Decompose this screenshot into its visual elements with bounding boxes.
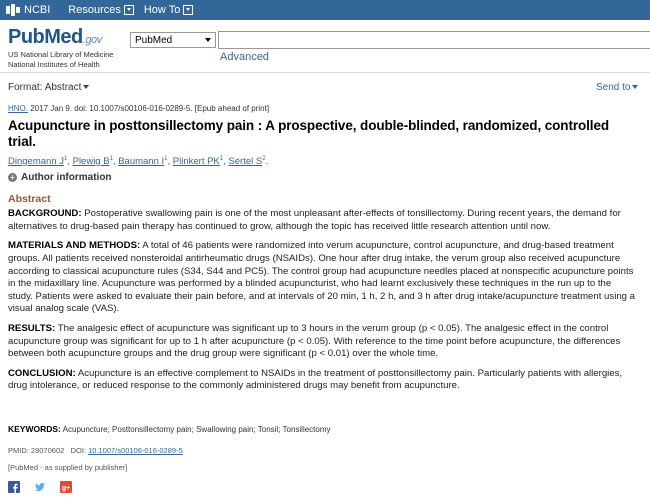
- search-input[interactable]: [218, 31, 650, 49]
- keywords-label: KEYWORDS:: [8, 424, 61, 434]
- social-share-bar: [8, 481, 86, 493]
- section-text: Acupuncture is an effective complement to NSAIDs in the treatment of posttonsillectomy pain. Particularly patients with allergies, drug intolerance, or reduced response to the commonly administered drugs may benefit from acupuncture.: [8, 367, 623, 392]
- pubmed-logo-text: [8, 26, 113, 49]
- pmid: PMID: 28070602: [8, 446, 65, 455]
- pubmed-logo[interactable]: [8, 26, 113, 69]
- abstract-background: [8, 208, 638, 233]
- how-to-menu[interactable]: [144, 4, 193, 16]
- facebook-icon[interactable]: [8, 481, 20, 493]
- nlm-line-1: US National Library of Medicine: [8, 50, 114, 59]
- author-link[interactable]: Plinkert PK: [172, 156, 220, 168]
- pubmed-source-status: [PubMed - as supplied by publisher]: [8, 463, 128, 472]
- format-control[interactable]: [8, 82, 89, 93]
- send-to-button[interactable]: [596, 82, 638, 93]
- chevron-down-icon: [632, 85, 638, 89]
- author-affiliation-sup: 1: [219, 156, 224, 162]
- doi-label: DOI:: [70, 446, 86, 455]
- how-to-menu-label: How To: [143, 4, 181, 16]
- author-affiliation-sup: 1: [109, 156, 113, 162]
- logo-main: PubMed: [8, 26, 83, 48]
- format-value: Abstract: [44, 82, 82, 93]
- header-divider: [0, 72, 650, 73]
- abstract-methods: [8, 240, 638, 316]
- chevron-down-icon: [183, 5, 193, 15]
- abstract-heading: Abstract: [8, 193, 51, 206]
- author-link[interactable]: Sertel S: [228, 156, 263, 168]
- google-plus-icon[interactable]: [60, 481, 72, 493]
- author-link[interactable]: Dingemann J: [8, 156, 64, 168]
- nlm-line-2: National Institutes of Health: [8, 60, 100, 69]
- pubmed-header: [0, 20, 650, 68]
- svg-text:g+: g+: [61, 485, 71, 492]
- ncbi-logo-icon: [6, 4, 20, 16]
- author-link[interactable]: Plewig B: [72, 156, 110, 168]
- resources-menu-label: Resources: [68, 4, 121, 16]
- chevron-down-icon: [124, 5, 134, 15]
- section-text: Postoperative swallowing pain is one of the most unpleasant after-effects of tonsillectomy. During recent years, the demand for alternatives to drug-based pain therapy has continued to grow, although the topic has received little research attention until now.: [8, 208, 621, 232]
- citation-details: 2017 Jan 9. doi: 10.1007/s00106-016-0289-5. [Epub ahead of print]: [28, 104, 270, 113]
- author-information-toggle[interactable]: [8, 172, 638, 183]
- ncbi-topbar: [0, 0, 650, 20]
- chevron-down-icon: [205, 38, 211, 42]
- author-affiliation-sup: 1: [63, 156, 68, 162]
- keywords-list: Acupuncture; Posttonsillectomy pain; Swallowing pain; Tonsil; Tonsillectomy: [60, 425, 331, 434]
- citation-line: [8, 104, 638, 113]
- expand-plus-icon: +: [8, 173, 17, 182]
- section-label: BACKGROUND:: [8, 208, 82, 220]
- author-list: Dingemann $J^1$, Plewig $B^1$, Baumann $I^1$, Plinkert $PK^1$, Sertel $S^2$.: [8, 156, 269, 168]
- article-content: [8, 104, 638, 393]
- author-affiliation-sup: 2: [262, 156, 266, 162]
- abstract-conclusion: [8, 368, 638, 393]
- logo-suffix: .gov: [82, 34, 102, 46]
- author-link[interactable]: Baumann I: [118, 156, 165, 168]
- section-text: The analgesic effect of acupuncture was significant up to 3 hours in the verum group (p < 0.05). The analgesic effect in the control acupuncture group was significant for up to 1 h after acupuncture (p < 0.05). With reference to the time point before acupuncture, the differences between both acupuncture groups and the drug group were significant (p < 0.01) over the whole time.: [8, 322, 621, 360]
- ncbi-brand: NCBI: [24, 4, 51, 16]
- resources-menu[interactable]: [68, 4, 134, 16]
- keywords: [8, 424, 331, 434]
- author-information-label: Author information: [21, 172, 112, 184]
- database-select[interactable]: [130, 32, 216, 48]
- doi-link[interactable]: 10.1007/s00106-016-0289-5: [88, 446, 183, 455]
- send-to-label: Send to: [596, 82, 631, 93]
- ncbi-home-link[interactable]: [6, 4, 50, 16]
- database-select-value: PubMed: [135, 34, 173, 46]
- journal-link[interactable]: HNO.: [8, 104, 28, 113]
- article-identifiers: [8, 446, 183, 455]
- twitter-icon[interactable]: [34, 481, 46, 493]
- chevron-down-icon: [83, 85, 89, 89]
- section-label: MATERIALS AND METHODS:: [8, 240, 141, 252]
- author-affiliation-sup: 1: [164, 156, 168, 162]
- section-text: A total of 46 patients were randomized into verum acupuncture, control acupuncture, and drug-based treatment groups. All patients received nonsteroidal antirheumatic drugs (NSAIDs). One hour after drug intake, the verum group also received acupuncture according to classical acupuncture rules (S34, S44 and PC5). The control group had acupuncture needles placed at nonspecific acupuncture points in the midaxillary line. Acupuncture was performed by a blinded acupuncturist, who had learnt exclusively these techniques in the run up to the study. Patients were asked to evaluate their pain before, and at intervals of 20 min, 1 h, 2 h, and 3 h after drug intake/acupuncture treatment using a visual analog scale (VAS).: [8, 240, 635, 315]
- advanced-search-link[interactable]: Advanced: [220, 51, 269, 63]
- section-label: RESULTS:: [8, 322, 56, 334]
- format-label: Format:: [8, 82, 43, 93]
- article-title: Acupuncture in posttonsillectomy pain : A prospective, double-blinded, randomized, controlled trial.: [8, 118, 609, 149]
- abstract-results: [8, 323, 638, 361]
- section-label: CONCLUSION:: [8, 367, 76, 379]
